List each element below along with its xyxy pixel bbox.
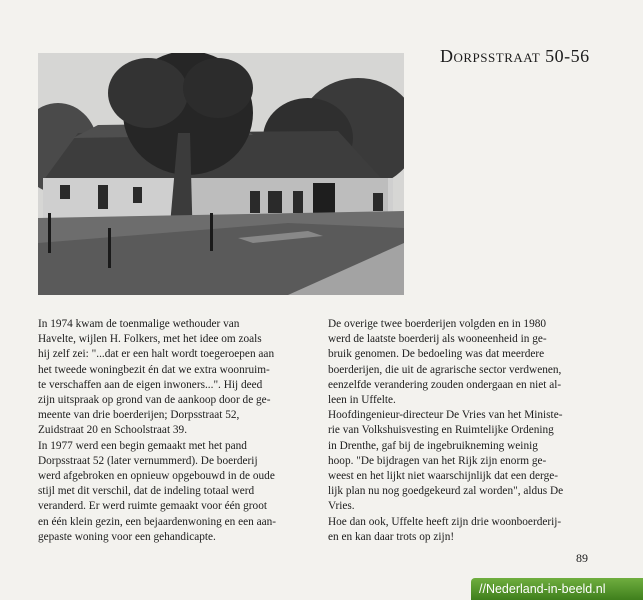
text-line: boerderijen, die uit de agrarische sector verdwenen,	[328, 363, 562, 376]
text-line: Vries.	[328, 500, 355, 513]
text-line: Havelte, wijlen H. Folkers, met het idee om zoals	[38, 333, 262, 346]
text-line: rie van Volkshuisvesting en Ruimtelijke Ordening	[328, 424, 554, 437]
text-line: In 1977 werd een begin gemaakt met het pand	[38, 439, 247, 452]
text-line: Hoe dan ook, Uffelte heeft zijn drie woonboerderij-	[328, 515, 562, 528]
page-title: Dorpsstraat 50-56	[440, 46, 590, 66]
text-column-left	[38, 317, 300, 545]
text-line: De overige twee boerderijen volgden en in 1980	[328, 318, 547, 330]
text-line: meente van drie boerderijen; Dorpsstraat 52,	[38, 409, 240, 422]
page-number: 89	[576, 551, 588, 565]
text-line: werd de laatste boerderij als wooneenheid in ge-	[328, 333, 547, 346]
text-line: in Drenthe, gaf bij de ingebruikneming weinig	[328, 439, 538, 452]
text-line: en één klein gezin, een bejaardenwoning en een aan-	[38, 515, 277, 528]
text-line: het tweede woningbezit én dat we extra woonruim-	[38, 363, 270, 376]
text-line: en en kan daar trots op zijn!	[328, 530, 455, 543]
text-line: zijn uitspraak op grond van de aankoop door de ge-	[38, 394, 271, 407]
text-line: leen in Uffelte.	[328, 394, 396, 407]
text-line: weest en het lijkt niet waarschijnlijk dat een derge-	[328, 470, 559, 483]
text-line: hij zelf zei: "...dat er een halt wordt toegeroepen aan	[38, 348, 275, 361]
text-line: veranderd. Er werd ruimte gemaakt voor één groot	[38, 500, 267, 513]
watermark-link[interactable]: //Nederland-in-beeld.nl	[471, 578, 643, 600]
farmhouse-photo	[38, 53, 404, 295]
text-line: gepaste woning voor een gehandicapte.	[38, 530, 216, 543]
text-line: werd afgebroken en opnieuw opgebouwd in de oude	[38, 470, 275, 483]
text-line: Hoofdingenieur-directeur De Vries van het Ministe-	[328, 409, 563, 422]
text-line: eenzelfde verandering zouden ondergaan en niet al-	[328, 378, 562, 391]
text-line: te verschaffen aan de eigen inwoners...". Hij deed	[38, 378, 263, 391]
text-line: hoop. "De bijdragen van het Rijk zijn enorm ge-	[328, 454, 547, 467]
text-line: Zuidstraat 20 en Schoolstraat 39.	[38, 424, 188, 437]
text-line: stijl met dit verschil, dat de indeling totaal werd	[38, 485, 255, 498]
text-column-right	[328, 317, 592, 545]
text-line: lijk plan nu nog goedgekeurd zal worden", aldus De	[328, 485, 564, 498]
text-line: bruik genomen. De bedoeling was dat meerdere	[328, 348, 545, 361]
text-line: In 1974 kwam de toenmalige wethouder van	[38, 318, 240, 330]
text-line: Dorpsstraat 52 (later vernummerd). De boerderij	[38, 454, 258, 467]
